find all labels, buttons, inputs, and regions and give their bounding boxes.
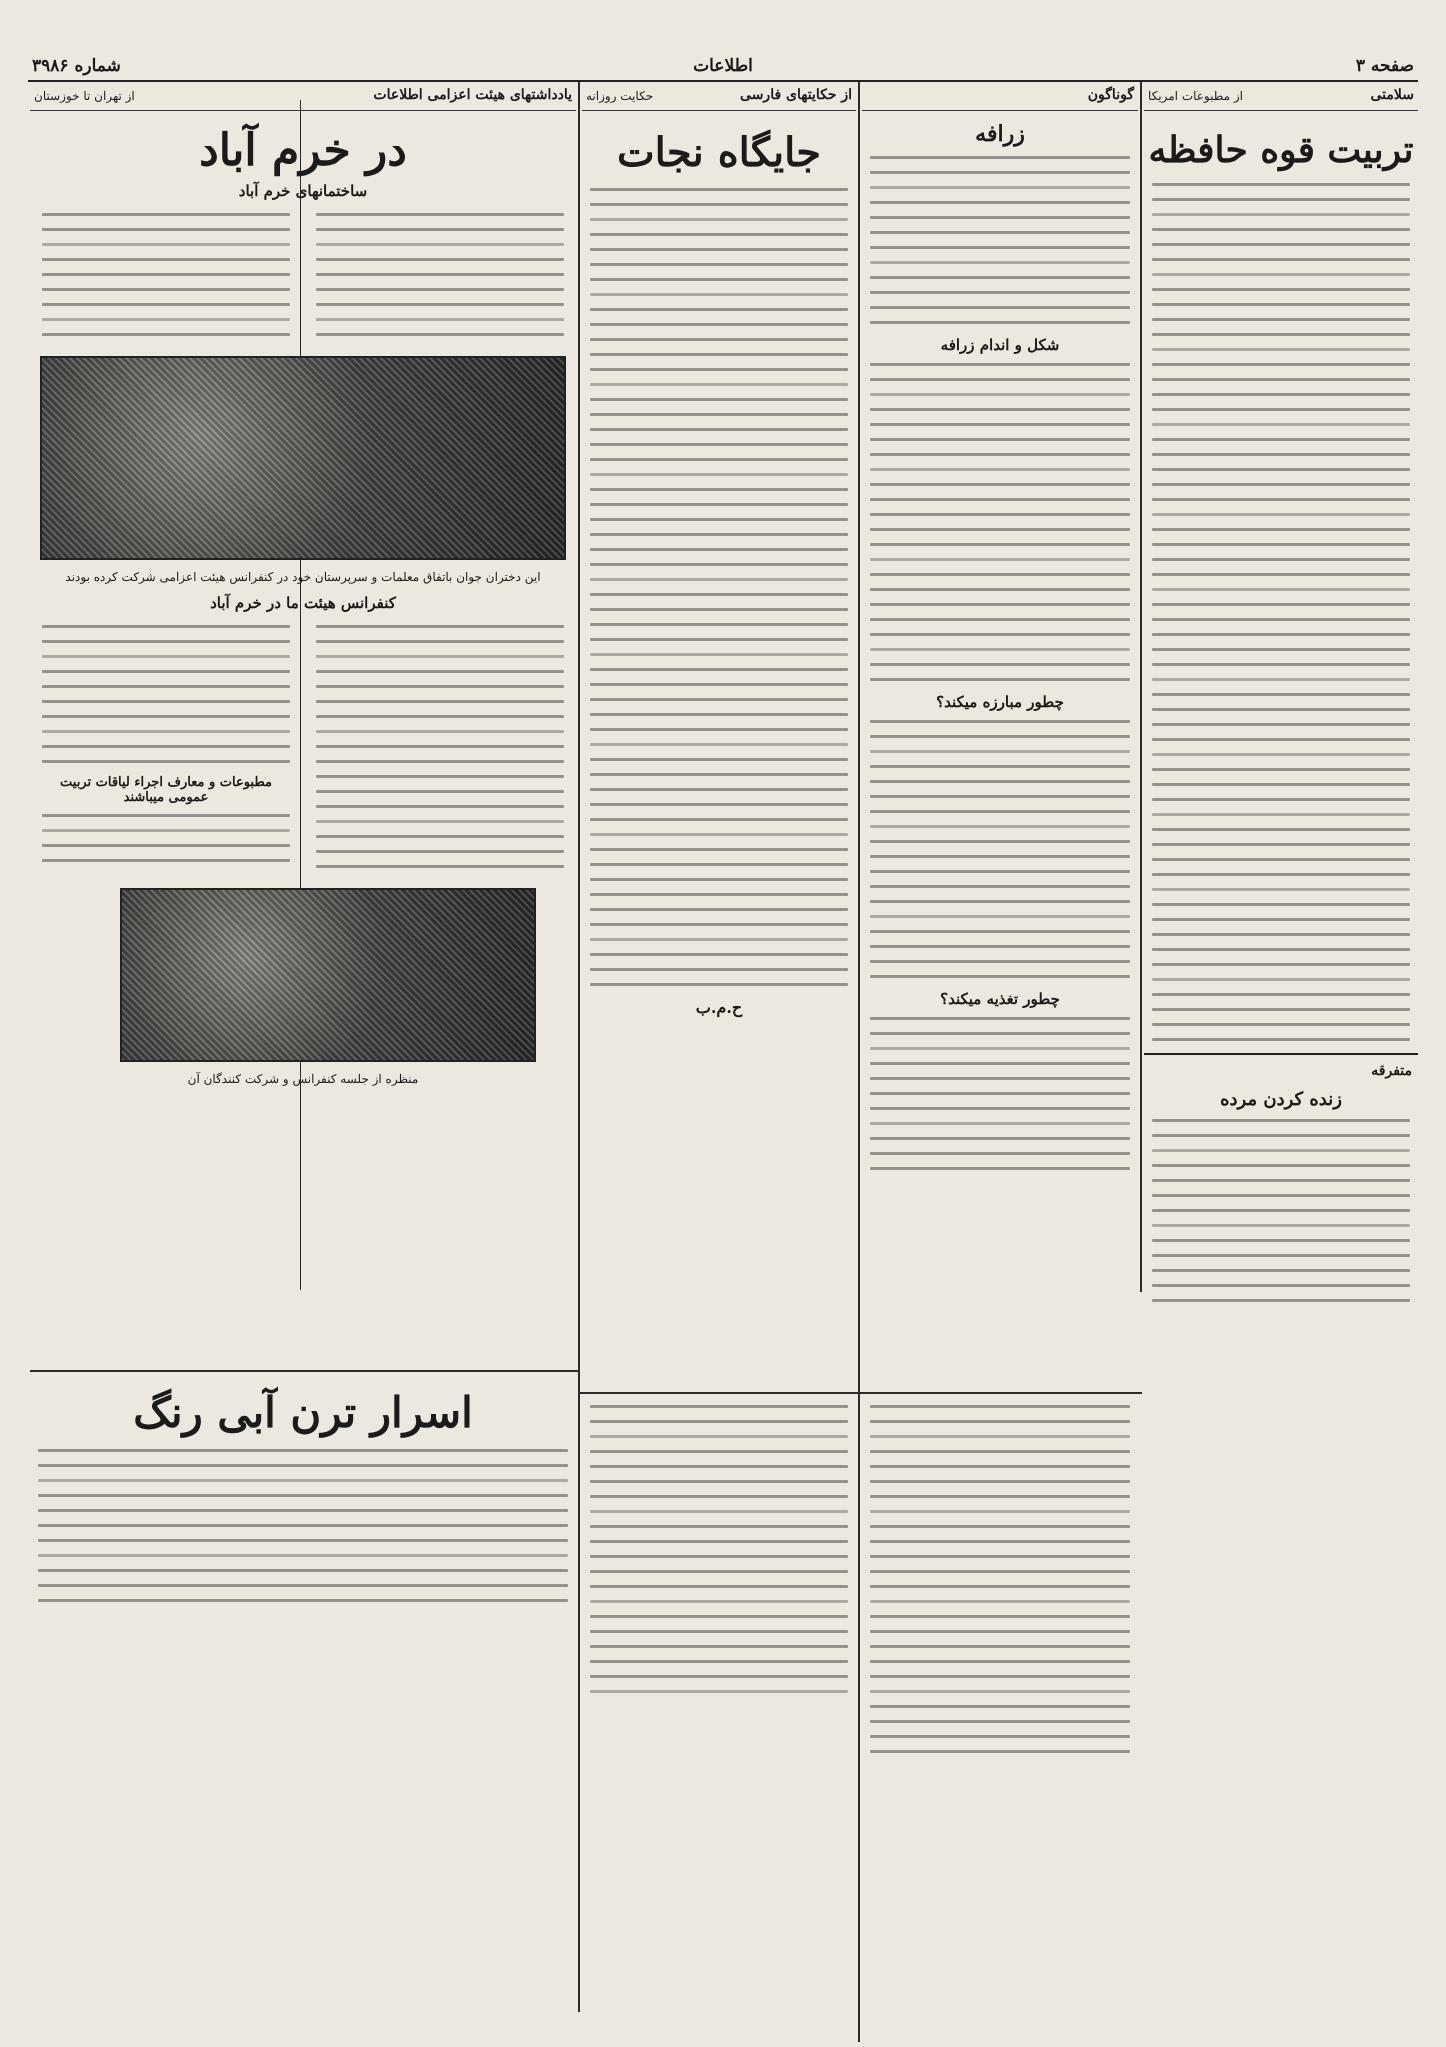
article-khorramabad xyxy=(30,84,576,1368)
author-sign: ح.م.ب xyxy=(695,998,743,1017)
headline: در خرم آباد xyxy=(199,125,407,176)
photo-caption: این دختران جوان باتفاق معلمات و سرپرستان خود در کنفرانس هیئت اعزامی شرکت کرده بودند xyxy=(65,570,541,584)
section-kicker: گوناگون xyxy=(862,84,1138,111)
photo-caption: منظره از جلسه کنفرانس و شرکت کنندگان آن xyxy=(187,1072,419,1086)
column-rule xyxy=(858,82,860,2042)
article-memory-training xyxy=(1144,84,1418,2034)
section-kicker: یادداشتهای هیئت اعزامی اطلاعات از تهران تا خوزستان xyxy=(30,84,576,111)
subheading: ساختمانهای خرم آباد xyxy=(238,182,368,200)
book-serial-continued xyxy=(582,1396,856,2026)
misc-headline: زنده کردن مرده xyxy=(1220,1089,1342,1110)
headline: تربیت قوه حافظه xyxy=(1148,129,1414,171)
section-rule xyxy=(580,1392,1142,1394)
section-rule xyxy=(30,1370,578,1372)
section-kicker: سلامتی از مطبوعات امریکا xyxy=(1144,84,1418,111)
photo-girls xyxy=(40,356,566,560)
page-number: صفحه ۳ xyxy=(1355,56,1414,76)
subheading: مطبوعات و معارف اجراء لیاقات تربیت عمومی میباشند xyxy=(60,775,272,805)
book-serial-notice xyxy=(30,1376,576,2026)
subheading: چطور مبارزه میکند؟ xyxy=(936,693,1064,711)
misc-kicker: متفرقه xyxy=(1371,1063,1412,1079)
article-place-of-salvation xyxy=(582,84,856,1384)
article-body xyxy=(1144,183,1418,1041)
book-title: اسرار ترن آبی رنگ xyxy=(133,1388,473,1437)
subheading: کنفرانس هیئت ما در خرم آباد xyxy=(210,594,396,612)
headline: زرافه xyxy=(975,121,1025,147)
column-rule xyxy=(1140,82,1142,1292)
giraffe-continued xyxy=(862,1396,1138,2026)
subheading: چطور تغذیه میکند؟ xyxy=(940,990,1060,1008)
photo-conference xyxy=(120,888,536,1062)
misc-section xyxy=(1144,1053,1418,1302)
page-header xyxy=(28,54,1418,82)
issue-number: شماره ۳۹۸۶ xyxy=(32,56,121,76)
section-kicker: از حکایتهای فارسی حکایت روزانه xyxy=(582,84,856,111)
subheading: شکل و اندام زرافه xyxy=(940,336,1060,354)
headline: جایگاه نجات xyxy=(616,129,821,176)
masthead-title: اطلاعات xyxy=(693,56,753,76)
column-rule xyxy=(578,82,580,2012)
article-giraffe xyxy=(862,84,1138,1384)
